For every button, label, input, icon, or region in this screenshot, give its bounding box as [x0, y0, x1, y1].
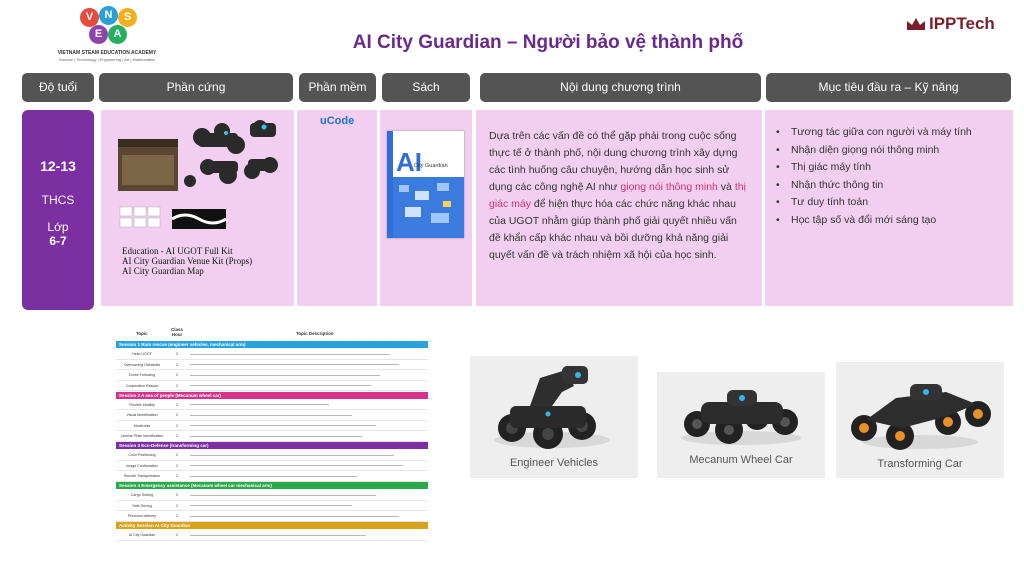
course-topic: Image Confirmation — [126, 463, 158, 468]
header-book: Sách — [382, 73, 470, 102]
skill-item: • Nhận thức thông tin — [776, 177, 972, 195]
course-topic: Safe Driving — [132, 503, 152, 508]
program-description — [489, 128, 751, 264]
logo-letter: E — [89, 25, 108, 44]
course-topic: Color Positioning — [128, 453, 156, 457]
skill-item: • Thị giác máy tính — [776, 159, 972, 177]
header-skills: Mục tiêu đầu ra – Kỹ năng — [766, 73, 1011, 102]
course-row — [116, 501, 428, 512]
course-hours: 2 — [176, 493, 178, 497]
course-hours: 2 — [176, 402, 178, 407]
header-hardware: Phần cứng — [99, 73, 293, 102]
course-topic: Overcoming Obstacles — [123, 362, 161, 367]
course-description-line — [190, 404, 329, 405]
logo-letter: V — [80, 8, 99, 27]
course-topic: Cooperative Rescue — [125, 383, 159, 388]
course-topic: AI City Guardian — [128, 533, 156, 537]
course-description-line — [190, 465, 403, 466]
course-hours: 2 — [176, 362, 178, 367]
course-session-header: Activity Session AI City Guardian — [116, 522, 428, 529]
vehicle-label: Mecanum Wheel Car — [689, 454, 793, 466]
course-row — [116, 370, 428, 381]
hardware-item: AI City Guardian Map — [122, 266, 204, 276]
course-row — [116, 461, 428, 472]
course-description-line — [190, 535, 366, 536]
course-hours: 2 — [176, 474, 178, 478]
vehicle-label: Engineer Vehicles — [509, 457, 599, 469]
course-hours: 2 — [176, 373, 178, 377]
description-text: Dựa trên các vấn đề có thể gặp phải trong cuộc sống thực tế ở thành phố, nội dung chương trình xây dựng các tình huống câu chuyện, hướng dẫn học sinh sử dụng các công nghệ AI như — [489, 130, 738, 193]
course-session-header: Session 2 A sea of people (Mecanum wheel car) — [116, 392, 428, 399]
book-title-small: City Guardian — [414, 163, 448, 169]
course-hours: 2 — [176, 413, 178, 417]
hardware-list — [122, 246, 252, 276]
course-description-line — [190, 364, 399, 365]
course-topic: Visual Identification — [126, 413, 158, 417]
age-box — [22, 110, 94, 310]
course-row — [116, 450, 428, 461]
course-row — [116, 530, 428, 541]
col-description: Topic Description — [296, 331, 334, 336]
course-row — [116, 410, 428, 421]
course-session-header: Session 1 Ruin rescue (engineer vehicles, mechanical arm) — [116, 341, 428, 348]
course-topic: Drone Following — [129, 373, 155, 377]
hardware-item: Education - AI UGOT Full Kit — [122, 246, 233, 256]
logo-tagline: Science | Technology | Engineering | Art | Mathematics — [58, 57, 156, 62]
book-title-big: AI — [396, 147, 422, 177]
course-hours: 2 — [176, 463, 178, 468]
logo-name: VIETNAM STEAM EDUCATION ACADEMY — [57, 50, 157, 56]
col-hours: Class Hour — [170, 327, 183, 337]
vehicle-card — [836, 362, 1004, 478]
logo-letter: S — [118, 8, 137, 27]
software-name: uCode — [320, 115, 355, 127]
skills-list — [776, 124, 972, 230]
course-topic: Precision delivery — [127, 514, 157, 518]
course-row — [116, 431, 428, 442]
course-row — [116, 400, 428, 411]
course-session-header: Session 3 Eco-Defense (transforming car) — [116, 442, 428, 449]
course-hours: 2 — [176, 453, 178, 457]
course-row — [116, 360, 428, 371]
software-cell — [297, 110, 377, 306]
course-description-line — [190, 455, 394, 456]
course-topic: Smooth Transportation — [123, 474, 161, 478]
description-text: và — [717, 181, 735, 193]
course-row — [116, 490, 428, 501]
course-row — [116, 511, 428, 522]
page-title: AI City Guardian – Người bảo vệ thành phố — [352, 32, 744, 53]
course-description-line — [190, 425, 376, 426]
grade-value: 6-7 — [49, 234, 67, 248]
vehicle-label: Transforming Car — [877, 458, 963, 470]
course-session-header: Session 4 Emergency assistance (Mecanum wheel car mechanical arm) — [116, 482, 428, 489]
course-description-line — [190, 495, 376, 496]
course-description-line — [190, 354, 390, 355]
course-hours: 2 — [176, 434, 178, 438]
skill-item: • Tương tác giữa con người và máy tính — [776, 124, 972, 142]
school-level: THCS — [41, 193, 75, 207]
course-hours: 2 — [176, 514, 178, 518]
header-content: Nội dung chương trình — [480, 73, 761, 102]
vehicle-card — [470, 356, 638, 478]
course-description-line — [190, 415, 352, 416]
description-text: để hiện thực hóa các chức năng khác nhau của UGOT nhằm giúp thành phố giải quyết nhiều vấn đề khẩn cấp khác nhau và bồi dưỡng khả năng giải quyết vấn đề và trách nhiệm xã hội của học sinh. — [489, 198, 737, 261]
logo-letter: A — [108, 25, 127, 44]
course-row — [116, 381, 428, 392]
course-description-line — [190, 505, 352, 506]
course-description-line — [190, 375, 380, 376]
course-description-line — [190, 476, 357, 477]
book-cover — [387, 131, 464, 238]
crown-icon — [906, 17, 926, 31]
course-topic: Cargo Sorting — [130, 493, 154, 497]
course-hours: 2 — [176, 503, 178, 508]
logo-letter: N — [99, 6, 118, 25]
course-topic: Flexible Mobility — [129, 402, 155, 407]
course-hours: 2 — [176, 352, 178, 356]
course-row — [116, 349, 428, 360]
hardware-item: AI City Guardian Venue Kit (Props) — [122, 256, 253, 266]
col-topic: Topic — [136, 331, 148, 336]
highlight-voice: giọng nói thông minh — [620, 181, 718, 193]
skill-item: • Tư duy tính toán — [776, 194, 972, 212]
header-age: Độ tuổi — [22, 73, 94, 102]
course-table — [116, 326, 428, 536]
course-row — [116, 471, 428, 482]
skill-item: • Nhận diện giọng nói thông minh — [776, 142, 972, 160]
course-hours: 2 — [176, 533, 178, 537]
hardware-kit-image — [110, 115, 288, 239]
course-description-line — [190, 436, 362, 437]
course-topic: Hello UGOT — [132, 352, 152, 356]
age-range: 12-13 — [40, 158, 76, 174]
grade-label: Lớp — [47, 220, 69, 234]
vehicle-card — [657, 372, 825, 478]
brand-name: IPPTech — [929, 14, 995, 33]
course-description-line — [190, 516, 399, 517]
course-row — [116, 421, 428, 432]
ipptech-logo — [906, 14, 995, 34]
course-hours: 2 — [176, 383, 178, 388]
course-topic: Modernize — [133, 423, 151, 428]
course-topic: License Plate Identification — [120, 434, 164, 438]
header-software: Phần mềm — [299, 73, 376, 102]
skill-item: • Học tập số và đổi mới sáng tạo — [776, 212, 972, 230]
course-description-line — [190, 385, 371, 386]
highlight-vision: thị giác máy — [489, 181, 746, 210]
course-hours: 2 — [176, 423, 178, 428]
course-table-header — [116, 326, 428, 340]
